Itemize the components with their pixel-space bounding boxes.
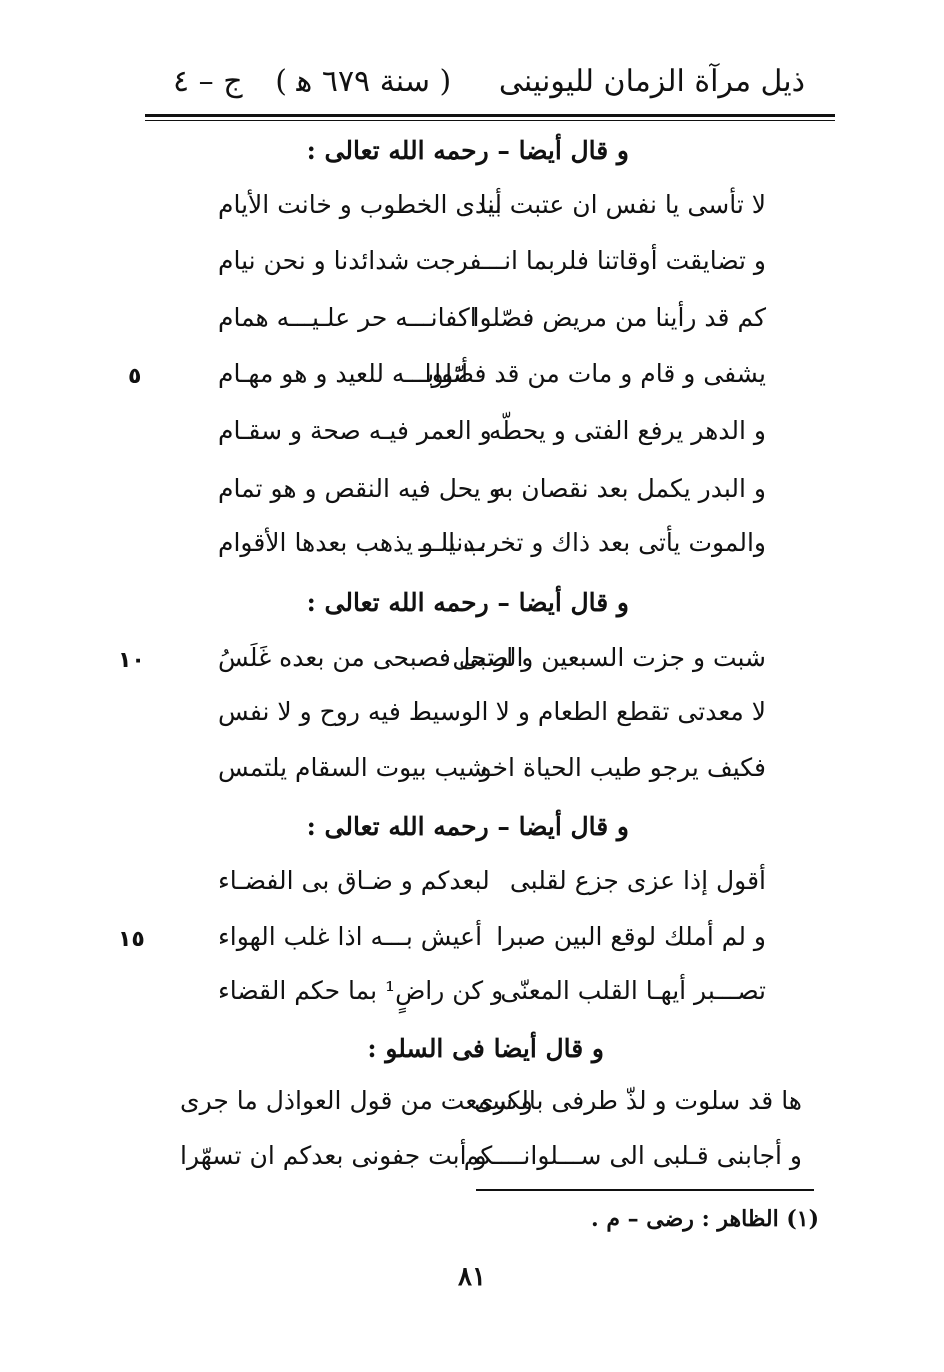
footnote-rule (476, 1189, 814, 1191)
verse-second-hemistich: ـدنيا و يذهب بعدها الأقوام (218, 528, 484, 557)
verse-line (218, 303, 766, 343)
verse-first-hemistich: و لم أملك لوقع البين صبرا (496, 922, 766, 951)
verse-first-hemistich: لا تأسى يا نفس ان عتبت بنا (479, 190, 766, 219)
verse-line (218, 474, 766, 514)
verse-line (218, 359, 766, 399)
footnote: (١) الظاهر : رضى – م . (591, 1206, 819, 1232)
verse-line (218, 697, 766, 737)
verse-second-hemistich: شيب بيوت السقام يلتمس (218, 753, 488, 782)
poem-intro: و قال أيضا – رحمه الله تعالى : (306, 588, 629, 617)
verse-first-hemistich: لا معدتى تقطع الطعام و لا (495, 697, 766, 726)
verse-first-hemistich: يشفى و قام و مات من قد فصّلوا (424, 359, 766, 388)
verse-line (180, 1141, 802, 1181)
verse-second-hemistich: شدائدنا و نحن نيام (218, 246, 410, 275)
verse-line (218, 976, 766, 1016)
verse-second-hemistich: أيدى الخطوب و خانت الأيام (218, 190, 502, 219)
verse-second-hemistich: أثوابـــه للعيد و هو مهـام (218, 359, 469, 388)
verse-line (218, 922, 766, 962)
verse-first-hemistich: و البدر يكمل بعد نقصان به (492, 474, 766, 503)
verse-line (218, 866, 766, 906)
poem-intro: و قال أيضا فى السلو : (367, 1034, 604, 1063)
verse-first-hemistich: ها قد سلوت و لذّ طرفى بالكرى (474, 1086, 802, 1115)
line-number: ١٥ (118, 927, 145, 952)
verse-second-hemistich: و كن راضٍ¹ بما حكم القضاء (218, 976, 504, 1005)
volume-label: ج – ٤ (173, 64, 243, 99)
page-number: ٨١ (458, 1262, 486, 1292)
verse-line (218, 753, 766, 793)
verse-first-hemistich: والموت يأتى بعد ذاك و تخرب الـــ (418, 528, 766, 557)
verse-second-hemistich: و يحل فيه النقص و هو تمام (218, 474, 501, 503)
verse-second-hemistich: أعيش بـــه اذا غلب الهواء (218, 922, 483, 951)
verse-second-hemistich: و العمر فيـه صحة و سقـام (218, 416, 492, 445)
verse-line (218, 416, 766, 456)
verse-line (218, 528, 766, 568)
verse-first-hemistich: تصـــبر أيهـا القلب المعنّى (500, 976, 766, 1005)
verse-line (218, 246, 766, 286)
header-year: ( سنة ٦٧٩ ﻫ ) (275, 64, 452, 99)
line-number: ٥ (128, 364, 142, 389)
verse-first-hemistich: و الدهر يرفع الفتى و يحطّه (488, 416, 766, 445)
verse-first-hemistich: و تضايقت أوقاتنا فلربما انـــفرجت (415, 246, 766, 275)
verse-first-hemistich: شبت و جزت السبعين و ارتحل (452, 643, 766, 672)
header-rule-thick (145, 114, 835, 117)
verse-first-hemistich: كم قد رأينا من مريض فصّلوا (472, 303, 766, 332)
verse-first-hemistich: و أجابنى قـلبى الى ســـلوانــــكم (463, 1141, 802, 1170)
verse-second-hemistich: و أبت جفونى بعدكم ان تسهّرا (180, 1141, 487, 1170)
verse-line (180, 1086, 802, 1126)
poem-intro: و قال أيضا – رحمه الله تعالى : (306, 136, 629, 165)
verse-line (218, 190, 766, 230)
verse-second-hemistich: لبعدكم و ضـاق بى الفضـاء (218, 866, 490, 895)
poem-intro: و قال أيضا – رحمه الله تعالى : (306, 812, 629, 841)
line-number: ١٠ (118, 648, 145, 673)
header-rule-thin (145, 120, 835, 121)
verse-second-hemistich: الوسيط فيه روح و لا نفس (218, 697, 489, 726)
verse-first-hemistich: فكيف يرجو طيب الحياة اخو (479, 753, 766, 782)
book-title: ذيل مرآة الزمان لليونينى (498, 64, 805, 99)
header-title (275, 64, 805, 99)
verse-second-hemistich: و سمعت من قول العواذل ما جرى (180, 1086, 533, 1115)
verse-second-hemistich: اكفانـــه حر علـيـــه همام (218, 303, 477, 332)
verse-second-hemistich: الصبى فصبحى من بعده غَلَسُ (218, 643, 524, 672)
verse-first-hemistich: أقول إذا عزى جزع لقلبى (509, 866, 766, 895)
running-header (145, 58, 835, 112)
verse-line (218, 643, 766, 683)
